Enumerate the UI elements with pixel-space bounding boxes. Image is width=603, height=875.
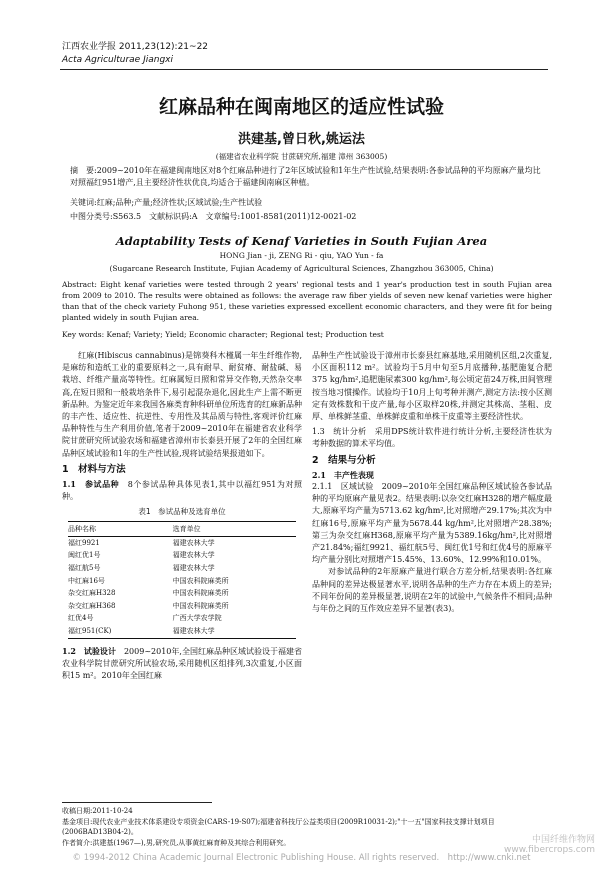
table-header-institution: 选育单位 [173,521,296,536]
abstract-cn: 摘 要:2009~2010年在福建闽南地区对8个红麻品种进行了2年区域试验和1年生产性试验,结果表明:各参试品种的平均原麻产量均比对照福红951增产,且主要经济性状优良,均适合于福建闽南麻区种植。 [70,166,541,187]
authors: 洪建基,曾日秋,姚运法 [238,132,365,147]
table-row [68,575,296,588]
received-date: 收稿日期:2011-10-24 [62,807,133,815]
table-cell: 福建农林大学 [172,551,215,560]
section-1-1 [62,478,302,503]
classification-line: 中图分类号:S563.5 文献标识码:A 文章编号:1001-8581(2011)12-0021-02 [70,212,357,221]
table-cell: 福红951(CK) [68,625,173,638]
intro-paragraph: 红麻(Hibiscus cannabinus)是锦葵科木槿属一年生纤维作物,是麻纺和造纸工业的重要原料之一,具有耐旱、耐贫瘠、耐盐碱、易栽培、纤维产量高等特性。红麻属短日照和常异交作物,天然杂交率高,在短日照和一般栽培条件下,易引起混杂退化,因此生产上需不断更新品种。为鉴定近年来我国各麻类育种科研单位所选育的红麻新品种的丰产性、适应性、抗逆性、专用性及其品质与特性,客观评价红麻品种特性与生产利用价值,笔者于2009~2010年在福建省农业科学院甘蔗研究所试验农场和福建省漳州市长泰县开展了2年的全国红麻品种区域试验和1年的生产性试验,现将试验结果报道如下。 [62,351,302,458]
section-1-1-text: 8个参试品种具体见表1,其中以福红951为对照种。 [62,480,302,502]
table-cell: 福建农林大学 [173,625,296,638]
section-1-3: 1.3 统计分析 采用DPS统计软件进行统计分析,主要经济性状为考种数据的算术平均值。 [312,427,552,449]
funding: 基金项目:现代农业产业技术体系建设专项资金(CARS-19-S07);福建省科技厅公益类项目(2009R10031-2);"十一五"国家科技支撑计划项目(2006BAD13B04-2)。 [62,817,495,836]
table-cell: 杂交红麻H368 [68,601,116,610]
section-1-2-text: 2009~2010年,全国红麻品种区域试验设于福建省农业科学院甘蔗研究所试验农场,采用随机区组排列,3次重复,小区面积15 m²。2010年全国红麻 [62,646,303,680]
watermark: 中国纤维作物网 www.fibercrops.com [504,835,595,855]
footnote-divider [62,802,212,803]
design-paragraph: 品种生产性试验设于漳州市长泰县红麻基地,采用随机区组,2次重复,小区面积112 m²。试验均于5月中旬至5月底播种,基肥施复合肥375 kg/hm²,追肥施尿素300 kg/hm²,每公顷定苗24万株,田间管理按当地习惯操作。试验均于10月上旬考种并测产,测定方法:按小区测定有效株数和干皮产量,每小区取样20株,并测定其株高、茎粗、皮厚、单株鲜茎重、单株鲜皮重和单株干皮重等主要经济性状。 [312,351,552,422]
section-1-1-heading: 1.1 参试品种 [62,479,120,490]
section-2-1-1: 2.1.1 区域试验 2009~2010年全国红麻品种区域试验各参试品种的平均原麻产量见表2。结果表明:以杂交红麻H328的增产幅度最大,原麻平均产量为5713.62 kg/hm²,比对照增产29.17%;其次为中红麻16号,原麻平均产量为5678.44 kg/hm²,比对照增产28.38%;第三为杂交红麻H368,原麻平均产量为5389.16kg/hm²,比对照增产21.84%;福红9921、福红航5号、闽红优1号和红优4号的原麻平均产量分别比对照增产15.45%、13.60%、12.99%和10.01%。 [312,482,552,565]
copyright-line: © 1994-2012 China Academic Journal Electronic Publishing House. All rights reserved. http://www.cnki.net [72,853,531,863]
keywords-en: Key words: Kenaf; Variety; Yield; Economic character; Regional test; Production test [62,330,384,339]
section-1-2 [62,645,302,683]
authors-en: HONG Jian - ji, ZENG Ri - qiu, YAO Yun - fa [219,251,384,260]
journal-header-en: Acta Agriculturae Jiangxi [62,55,173,65]
table-cell: 广西大学农学院 [172,614,222,623]
header-divider [60,69,548,70]
affiliation-en: (Sugarcane Research Institute, Fujian Academy of Agricultural Sciences, Zhangzhou 363005, China) [109,264,494,273]
table-row [68,587,296,600]
table-cell: 福建农林大学 [172,538,215,547]
paper-title-en: Adaptability Tests of Kenaf Varieties in South Fujian Area [115,234,488,248]
table-cell: 中红麻16号 [68,576,105,585]
table-row [68,562,296,575]
author-bio: 作者简介:洪建基(1967—),男,研究员,从事黄红麻育种及其综合利用研究。 [62,838,291,847]
table-cell: 福红9921 [68,538,100,547]
table-row [68,612,296,625]
table-row [68,625,296,638]
paper-title: 红麻品种在闽南地区的适应性试验 [158,96,444,118]
table-row [68,600,296,613]
table-row [68,549,296,562]
left-column [62,350,302,682]
table-cell: 福建农林大学 [172,564,215,573]
section-2-1-heading: 2.1 丰产性表现 [312,469,374,480]
keywords-cn: 关键词:红麻;品种;产量;经济性状;区域试验;生产性试验 [70,198,263,207]
right-column [312,350,552,615]
table-row [68,536,296,549]
table-cell: 福红航5号 [68,564,101,573]
affiliation: (福建省农业科学院 甘蔗研究所,福建 漳州 363005) [215,152,388,161]
table-1-caption: 表1 参试品种及选育单位 [138,507,226,517]
variance-paragraph: 对参试品种的2年原麻产量进行联合方差分析,结果表明:各红麻品种间的差异达极显著水平,说明各品种的生产力存在本质上的差异;不同年份间的差异极显著,说明在2年的试验中,气候条件不相同;品种与年份之间的互作效应差异不显著(表3)。 [312,567,552,614]
table-cell: 中国农科院麻类所 [172,589,229,598]
table-cell: 闽红优1号 [68,551,101,560]
table-cell: 中国农科院麻类所 [172,601,229,610]
journal-header-cn: 江西农业学报 2011,23(12):21~22 [62,42,209,52]
section-1-heading: 1 材料与方法 [62,463,126,475]
table-cell: 中国农科院麻类所 [172,576,229,585]
section-2-heading: 2 结果与分析 [312,454,376,466]
table-1 [68,521,296,639]
abstract-en: Abstract: Eight kenaf varieties were tested through 2 years' regional tests and 1 year's production test in south Fujian area from 2009 to 2010. The results were obtained as follows: the average raw fiber yields of seven new kenaf varieties were higher than that of the check variety Fuhong 951, these varieties expressed excellent economic characters, and they were fit for being planted widely in south Fujian area. [62,280,552,322]
table-header-variety: 品种名称 [68,521,173,536]
table-cell: 红优4号 [68,614,94,623]
table-cell: 杂交红麻H328 [68,589,116,598]
section-1-2-heading: 1.2 试验设计 [62,645,116,656]
